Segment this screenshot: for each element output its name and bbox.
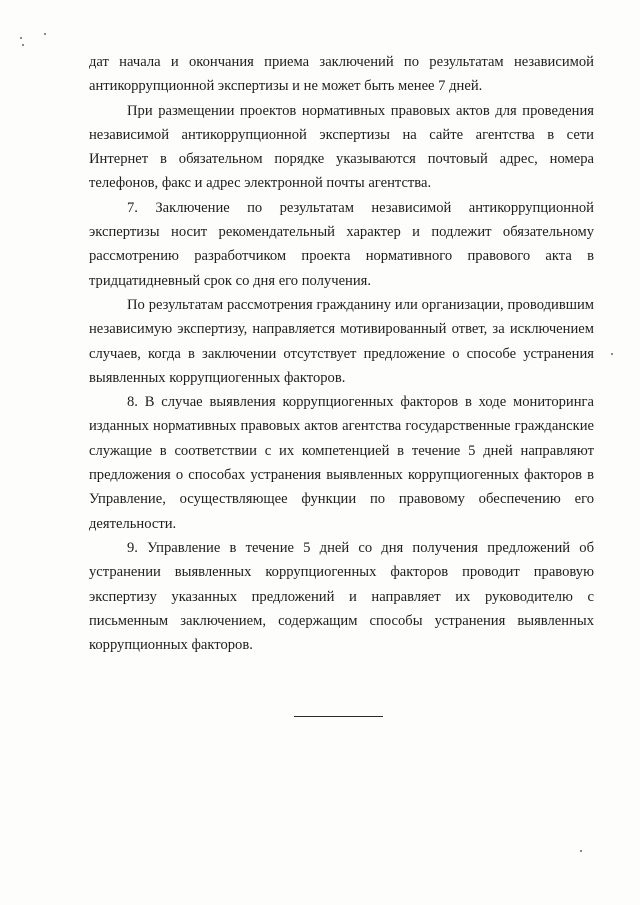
scan-speck xyxy=(22,44,24,46)
document-body xyxy=(89,50,594,657)
paragraph-posting-requirements: При размещении проектов нормативных правовых актов для проведения независимой антикоррупционной экспертизы на сайте агентства в сети Интернет в обязательном порядке указываются почтовый адрес, номера телефонов, факс и адрес электронной почты агентства. xyxy=(89,102,594,192)
end-separator-line xyxy=(294,716,383,717)
paragraph-item-7: 7. Заключение по результатам независимой антикоррупционной экспертизы носит рекомендательный характер и подлежит обязательному рассмотрению разработчиком проекта нормативного правового акта в тридцатидневный срок со дня его получения. xyxy=(89,199,594,289)
paragraph-response: По результатам рассмотрения гражданину или организации, проводившим независимую экспертизу, направляется мотивированный ответ, за исключением случаев, когда в заключении отсутствует предложение о способе устранения выявленных коррупциогенных факторов. xyxy=(89,296,594,386)
paragraph-continuation: дат начала и окончания приема заключений по результатам независимой антикоррупционной экспертизы и не может быть менее 7 дней. xyxy=(89,54,594,95)
scan-speck xyxy=(611,353,613,355)
scan-speck xyxy=(580,850,582,852)
paragraph-item-8: 8. В случае выявления коррупциогенных факторов в ходе мониторинга изданных нормативных правовых актов агентства государственные гражданские служащие в соответствии с их компетенцией в течение 5 дней направляют предложения о способах устранения выявленных коррупциогенных факторов в Управление, осуществляющее функции по правовому обеспечению его деятельности. xyxy=(89,394,594,532)
scan-speck xyxy=(44,33,46,35)
paragraph-item-9: 9. Управление в течение 5 дней со дня получения предложений об устранении выявленных коррупциогенных факторов проводит правовую экспертизу указанных предложений и направляет их руководителю с письменным заключением, содержащим способы устранения выявленных коррупционных факторов. xyxy=(89,539,594,654)
scan-speck xyxy=(20,37,22,39)
